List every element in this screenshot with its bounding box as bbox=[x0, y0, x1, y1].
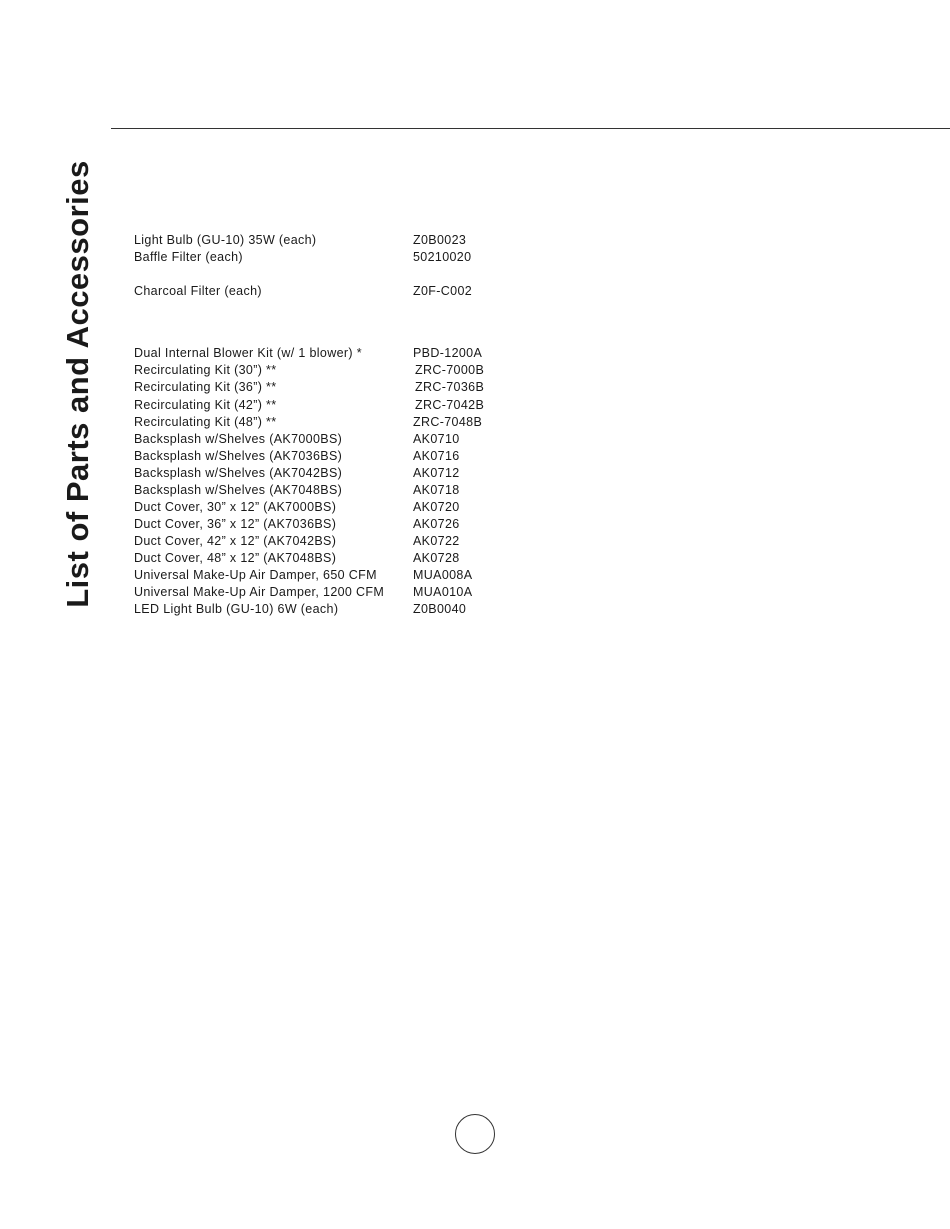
list-item bbox=[134, 379, 554, 396]
part-number: ZRC-7000B bbox=[415, 363, 485, 377]
part-number: ZRC-7036B bbox=[415, 380, 485, 394]
part-name: Duct Cover, 42” x 12” (AK7042BS) bbox=[134, 534, 337, 548]
part-name: Duct Cover, 48” x 12” (AK7048BS) bbox=[134, 551, 337, 565]
list-item bbox=[134, 533, 554, 550]
list-item bbox=[134, 283, 554, 300]
list-item bbox=[134, 249, 554, 266]
part-name: Light Bulb (GU-10) 35W (each) bbox=[134, 233, 317, 247]
list-item bbox=[134, 397, 554, 414]
list-item bbox=[134, 414, 554, 431]
part-number: AK0728 bbox=[413, 551, 460, 565]
part-name: Duct Cover, 30” x 12” (AK7000BS) bbox=[134, 500, 337, 514]
part-number: Z0B0040 bbox=[413, 602, 467, 616]
part-number: 50210020 bbox=[413, 250, 472, 264]
part-number: AK0726 bbox=[413, 517, 460, 531]
part-name: Backsplash w/Shelves (AK7036BS) bbox=[134, 449, 343, 463]
list-item bbox=[134, 465, 554, 482]
part-number: ZRC-7048B bbox=[413, 415, 483, 429]
list-item bbox=[134, 550, 554, 567]
part-number: MUA010A bbox=[413, 585, 473, 599]
part-number: Z0F-C002 bbox=[413, 284, 473, 298]
list-item bbox=[134, 431, 554, 448]
part-name: Recirculating Kit (48”) ** bbox=[134, 415, 277, 429]
part-name: Charcoal Filter (each) bbox=[134, 284, 262, 298]
part-number: AK0716 bbox=[413, 449, 460, 463]
list-item bbox=[134, 482, 554, 499]
part-name: Recirculating Kit (42”) ** bbox=[134, 398, 277, 412]
part-number: AK0722 bbox=[413, 534, 460, 548]
part-name: Backsplash w/Shelves (AK7048BS) bbox=[134, 483, 343, 497]
part-name: LED Light Bulb (GU-10) 6W (each) bbox=[134, 602, 339, 616]
list-item bbox=[134, 499, 554, 516]
part-number: AK0712 bbox=[413, 466, 460, 480]
part-name: Universal Make-Up Air Damper, 1200 CFM bbox=[134, 585, 385, 599]
part-number: AK0718 bbox=[413, 483, 460, 497]
list-item bbox=[134, 601, 554, 618]
part-name: Baffle Filter (each) bbox=[134, 250, 243, 264]
part-name: Duct Cover, 36” x 12” (AK7036BS) bbox=[134, 517, 337, 531]
part-number: AK0720 bbox=[413, 500, 460, 514]
page-title: List of Parts and Accessories bbox=[60, 160, 95, 608]
list-item bbox=[134, 448, 554, 465]
part-number: PBD-1200A bbox=[413, 346, 483, 360]
part-name: Recirculating Kit (30”) ** bbox=[134, 363, 277, 377]
part-name: Recirculating Kit (36”) ** bbox=[134, 380, 277, 394]
part-number: AK0710 bbox=[413, 432, 460, 446]
list-item bbox=[134, 345, 554, 362]
list-item bbox=[134, 516, 554, 533]
page-number-circle bbox=[455, 1114, 495, 1154]
part-name: Universal Make-Up Air Damper, 650 CFM bbox=[134, 568, 377, 582]
part-name: Backsplash w/Shelves (AK7000BS) bbox=[134, 432, 343, 446]
list-item bbox=[134, 567, 554, 584]
parts-list bbox=[134, 0, 554, 1229]
part-number: MUA008A bbox=[413, 568, 473, 582]
list-item bbox=[134, 584, 554, 601]
part-number: Z0B0023 bbox=[413, 233, 467, 247]
list-item bbox=[134, 362, 554, 379]
part-name: Dual Internal Blower Kit (w/ 1 blower) * bbox=[134, 346, 362, 360]
part-number: ZRC-7042B bbox=[415, 398, 485, 412]
list-item bbox=[134, 232, 554, 249]
part-name: Backsplash w/Shelves (AK7042BS) bbox=[134, 466, 343, 480]
